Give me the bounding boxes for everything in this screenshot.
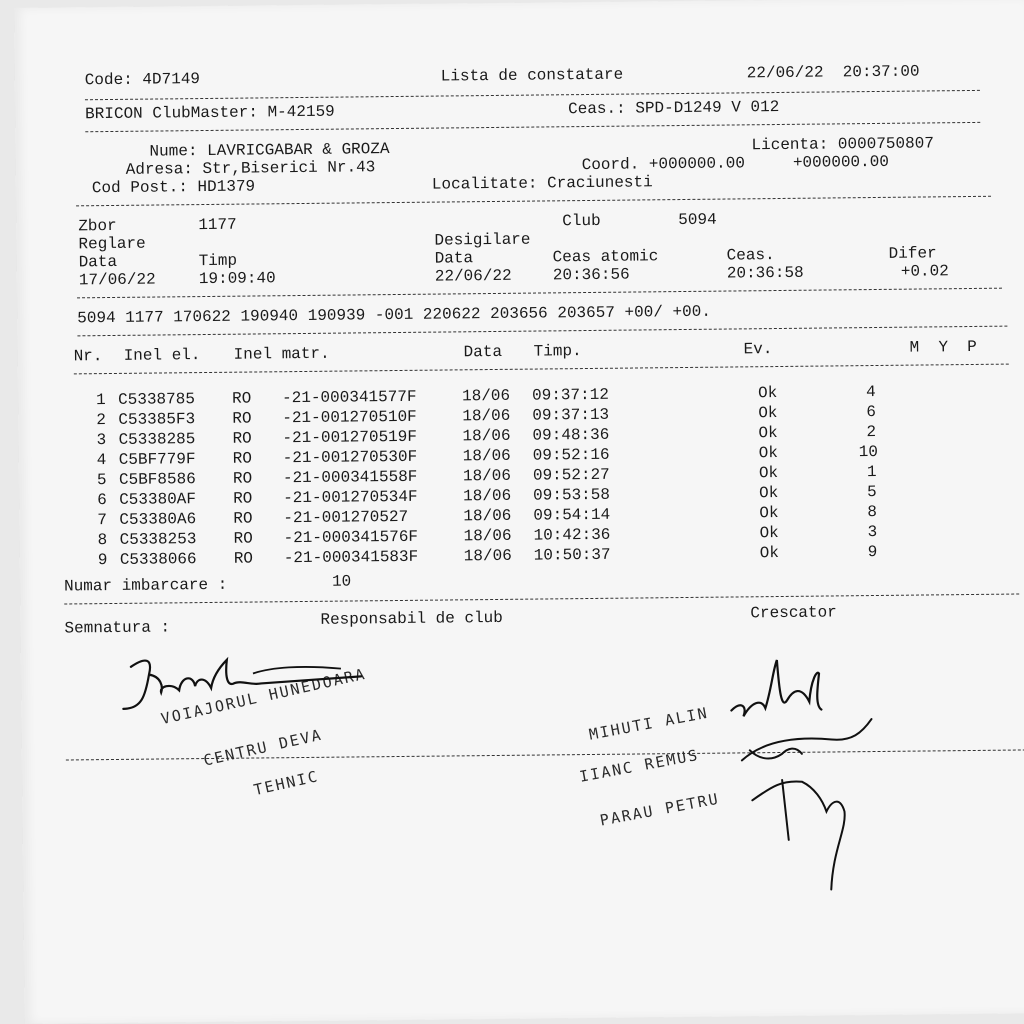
difference-value: +0.02 bbox=[900, 262, 949, 281]
flight-label: Zbor bbox=[78, 216, 117, 236]
owner-address: Adresa: Str,Biserici Nr.43 bbox=[125, 158, 376, 179]
license-number: Licenta: 0000750807 bbox=[751, 134, 934, 155]
row-nr: 1 bbox=[96, 391, 106, 410]
row-rank: 8 bbox=[867, 502, 878, 522]
reglare-date: 17/06/22 bbox=[78, 270, 156, 290]
desigilare-date: 22/06/22 bbox=[434, 266, 512, 286]
row-time: 09:37:13 bbox=[532, 405, 610, 425]
row-inel-matr: -21-000341576F bbox=[283, 527, 419, 548]
row-rank: 5 bbox=[867, 482, 877, 502]
row-rank: 4 bbox=[865, 382, 876, 402]
row-ev: Ok bbox=[758, 404, 778, 423]
col-inel-el: Inel el. bbox=[123, 346, 201, 365]
timp-label: Timp bbox=[198, 251, 238, 271]
col-timp: Timp. bbox=[533, 342, 582, 361]
postal-code: Cod Post.: HD1379 bbox=[91, 177, 256, 198]
col-inel-matr: Inel matr. bbox=[233, 344, 330, 364]
report-title: Lista de constatare bbox=[440, 65, 624, 86]
row-nr: 4 bbox=[96, 451, 107, 470]
report-code: Code: 4D7149 bbox=[84, 70, 201, 90]
divider bbox=[64, 594, 1019, 605]
row-country: RO bbox=[232, 469, 253, 488]
col-nr: Nr. bbox=[73, 347, 103, 366]
club-number: 5094 bbox=[678, 210, 717, 230]
breeder-label: Crescator bbox=[750, 603, 837, 623]
row-inel-matr: -21-000341558F bbox=[282, 467, 418, 488]
row-ev: Ok bbox=[759, 484, 779, 503]
row-time: 09:52:16 bbox=[532, 445, 610, 465]
row-country: RO bbox=[232, 429, 252, 448]
row-rank: 9 bbox=[867, 542, 878, 562]
row-inel-el: C5BF779F bbox=[118, 450, 196, 469]
row-time: 10:42:36 bbox=[533, 525, 611, 545]
atomic-clock-time: 20:36:56 bbox=[552, 265, 630, 285]
row-date: 18/06 bbox=[462, 406, 511, 426]
club-label: Club bbox=[562, 211, 601, 231]
row-country: RO bbox=[232, 389, 252, 408]
club-stamp: VOIAJORUL HUNEDOARA CENTRU DEVA TEHNIC bbox=[159, 664, 368, 800]
row-country: RO bbox=[233, 509, 253, 528]
row-rank: 1 bbox=[866, 462, 877, 482]
row-inel-matr: -21-001270534F bbox=[283, 487, 418, 508]
row-nr: 7 bbox=[97, 511, 108, 530]
row-time: 10:50:37 bbox=[533, 545, 611, 565]
row-nr: 8 bbox=[97, 531, 108, 550]
row-ev: Ok bbox=[758, 464, 779, 483]
row-inel-el: C53380AF bbox=[119, 490, 197, 509]
row-date: 18/06 bbox=[463, 526, 512, 546]
divider bbox=[85, 90, 980, 100]
row-date: 18/06 bbox=[462, 466, 512, 486]
col-myp: M Y P bbox=[909, 337, 977, 357]
data1-label: Data bbox=[78, 252, 118, 272]
row-ev: Ok bbox=[757, 384, 778, 403]
reglare-time: 19:09:40 bbox=[198, 269, 276, 289]
row-time: 09:48:36 bbox=[532, 425, 610, 445]
owner-name: Nume: LAVRICGABAR & GROZA bbox=[149, 140, 390, 161]
row-country: RO bbox=[232, 449, 253, 468]
boarding-count-label: Numar imbarcare : bbox=[63, 575, 228, 596]
row-inel-matr: -21-000341577F bbox=[282, 387, 417, 408]
clock-time: 20:36:58 bbox=[726, 263, 804, 283]
data2-label: Data bbox=[434, 249, 474, 268]
desigilare-label: Desigilare bbox=[434, 230, 531, 250]
row-date: 18/06 bbox=[463, 506, 512, 526]
row-nr: 5 bbox=[96, 471, 107, 490]
breeders-stamp: MIHUTI ALIN IIANC REMUS PARAU PETRU bbox=[577, 703, 722, 830]
divider bbox=[85, 122, 980, 132]
col-data: Data bbox=[463, 342, 503, 362]
atomic-clock-label: Ceas atomic bbox=[552, 247, 659, 267]
row-nr: 9 bbox=[97, 551, 108, 570]
row-time: 09:54:14 bbox=[533, 505, 611, 525]
club-responsible-label: Responsabil de club bbox=[320, 608, 503, 629]
row-inel-matr: -21-000341583F bbox=[283, 547, 419, 568]
difference-label: Difer bbox=[888, 244, 937, 263]
divider bbox=[77, 288, 1002, 299]
row-ev: Ok bbox=[758, 444, 778, 463]
signature-label: Semnatura : bbox=[64, 618, 171, 638]
row-date: 18/06 bbox=[463, 546, 512, 566]
report-datetime: 22/06/22 20:37:00 bbox=[746, 62, 920, 83]
row-inel-matr: -21-001270527 bbox=[283, 507, 409, 528]
breeder-signatures bbox=[721, 649, 924, 911]
row-inel-el: C5338253 bbox=[119, 530, 197, 549]
row-inel-el: C5338285 bbox=[118, 430, 196, 449]
boarding-count-value: 10 bbox=[331, 572, 352, 591]
row-date: 18/06 bbox=[462, 426, 511, 446]
row-ev: Ok bbox=[759, 504, 779, 523]
row-country: RO bbox=[232, 409, 252, 428]
row-inel-el: C5338785 bbox=[118, 390, 196, 409]
row-nr: 2 bbox=[96, 411, 107, 430]
row-time: 09:53:58 bbox=[533, 485, 611, 505]
row-date: 18/06 bbox=[462, 446, 511, 466]
row-inel-el: C53385F3 bbox=[118, 410, 196, 429]
locality: Localitate: Craciunesti bbox=[431, 173, 653, 194]
coordinates: Coord. +000000.00 +000000.00 bbox=[581, 152, 890, 175]
row-ev: Ok bbox=[758, 424, 778, 443]
row-nr: 6 bbox=[97, 491, 107, 510]
row-country: RO bbox=[233, 529, 253, 548]
col-ev: Ev. bbox=[743, 340, 773, 359]
divider bbox=[74, 364, 1009, 375]
row-date: 18/06 bbox=[461, 386, 511, 406]
reglare-label: Reglare bbox=[78, 234, 146, 254]
clock-label: Ceas. bbox=[726, 246, 775, 265]
row-rank: 6 bbox=[866, 402, 876, 422]
flight-number: 1177 bbox=[198, 215, 237, 235]
row-country: RO bbox=[233, 549, 254, 568]
row-inel-matr: -21-001270519F bbox=[282, 427, 418, 448]
row-rank: 3 bbox=[867, 522, 878, 542]
row-ev: Ok bbox=[759, 544, 780, 563]
row-ev: Ok bbox=[759, 524, 779, 543]
clock-id: Ceas.: SPD-D1249 V 012 bbox=[567, 97, 780, 119]
row-nr: 3 bbox=[96, 431, 107, 450]
document-page bbox=[14, 0, 1024, 1024]
row-inel-matr: -21-001270510F bbox=[282, 407, 417, 428]
row-inel-el: C5BF8586 bbox=[118, 470, 196, 489]
row-rank: 2 bbox=[866, 422, 877, 442]
row-time: 09:37:12 bbox=[531, 385, 609, 405]
code-line: 5094 1177 170622 190940 190939 -001 220622 203656 203657 +00/ +00. bbox=[77, 302, 712, 328]
divider bbox=[77, 326, 1007, 337]
row-date: 18/06 bbox=[463, 486, 512, 506]
row-rank: 10 bbox=[858, 442, 878, 462]
divider bbox=[76, 196, 991, 207]
row-country: RO bbox=[233, 489, 253, 508]
row-inel-matr: -21-001270530F bbox=[282, 447, 418, 468]
clubmaster-id: BRICON ClubMaster: M-42159 bbox=[85, 102, 335, 124]
row-inel-el: C5338066 bbox=[119, 550, 197, 569]
row-inel-el: C53380A6 bbox=[119, 510, 197, 529]
row-time: 09:52:27 bbox=[532, 465, 610, 485]
club-signature bbox=[101, 644, 402, 727]
